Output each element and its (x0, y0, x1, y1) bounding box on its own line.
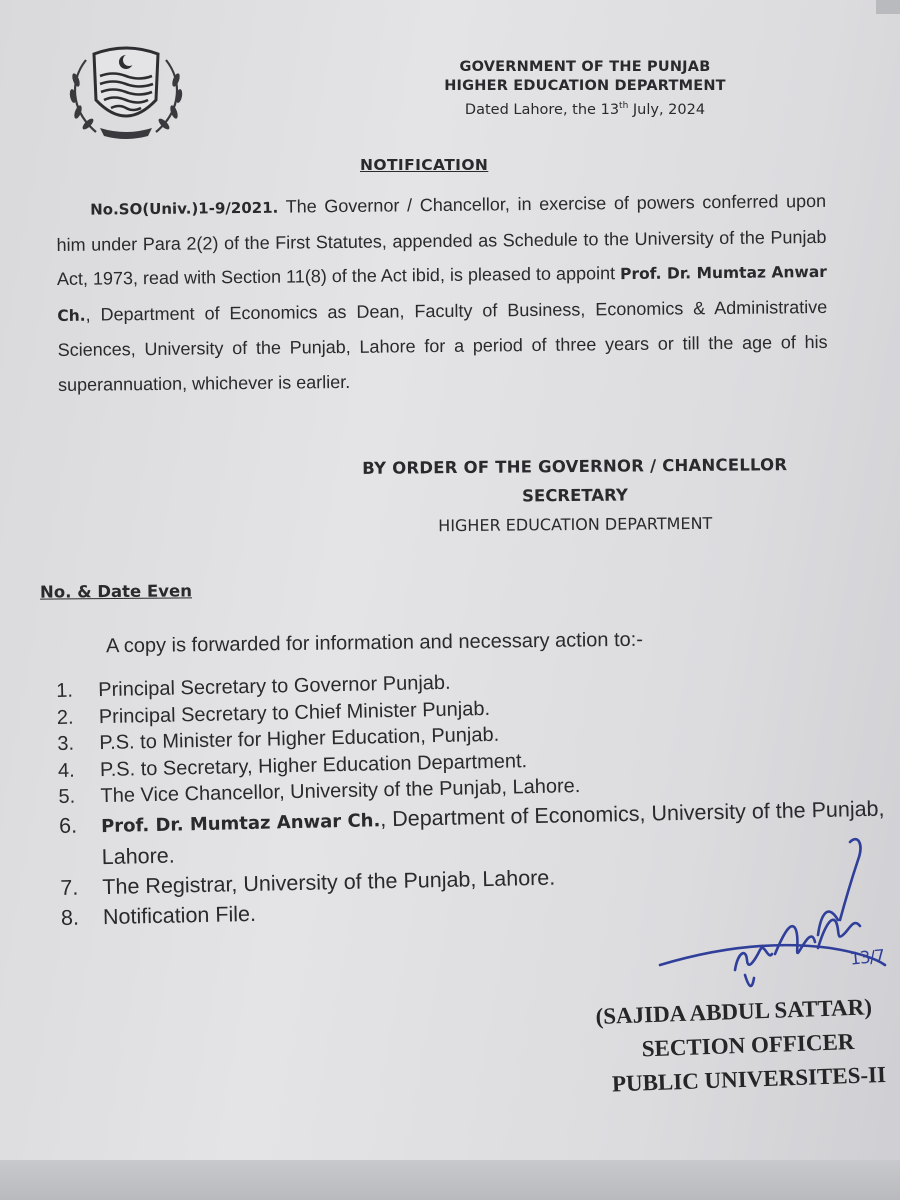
list-item: 5. The Vice Chancellor, University of the Punjab, Lahore. (58, 775, 581, 808)
list-item: 7. The Registrar, University of the Punjab, Lahore. (60, 865, 556, 900)
list-item: 1. Principal Secretary to Governor Punjab. (56, 671, 451, 702)
signature-date-note: 13/7 (849, 946, 886, 970)
department-name: HIGHER EDUCATION DEPARTMENT (444, 78, 726, 94)
list-item: 4. P.S. to Secretary, Higher Education Department. (57, 749, 528, 782)
signatory-block (595, 990, 898, 1102)
distribution-intro: A copy is forwarded for information and necessary action to:- (105, 628, 644, 658)
list-item: 3. P.S. to Minister for Higher Education, Punjab. (57, 723, 500, 755)
signatory-name: (SAJIDA ABDUL SATTAR) (595, 994, 873, 1029)
notification-body (56, 184, 828, 402)
signatory-section: PUBLIC UNIVERSITES-II (611, 1061, 887, 1097)
order-block (335, 450, 816, 542)
signatory-designation: SECTION OFFICER (641, 1028, 855, 1062)
signature-icon (650, 830, 890, 1010)
body-text-part2: , Department of Economics as Dean, Faculty of Business, Economics & Administrative Sciences, University of the Punjab, Lahore for a period of three years or till the age of his superannuation, whichever is earlier. (57, 296, 828, 395)
list-item: 6. Prof. Dr. Mumtaz Anwar Ch., Department of Economics, University of the Punjab, Lahore. (58, 796, 885, 869)
page-corner (876, 0, 900, 14)
reference-number: No.SO(Univ.)1-9/2021. (90, 198, 279, 219)
letterhead (405, 58, 765, 120)
issue-date: Dated Lahore, the 13th July, 2024 (464, 101, 706, 118)
government-name: GOVERNMENT OF THE PUNJAB (459, 59, 711, 75)
appointee-name: Prof. Dr. Mumtaz Anwar Ch. (57, 262, 827, 325)
order-line: BY ORDER OF THE GOVERNOR / CHANCELLOR (362, 455, 788, 478)
department-line: HIGHER EDUCATION DEPARTMENT (438, 513, 713, 536)
body-text-part1: The Governor / Chancellor, in exercise of powers conferred upon him under Para 2(2) of the First Statutes, appended as Schedule to the University of the Punjab Act, 1973, read with Section 11(8) of the Act ibid, is pleased to appoint (56, 190, 827, 289)
punjab-emblem-icon (56, 40, 196, 140)
secretary-line: SECRETARY (522, 485, 628, 506)
notification-title: NOTIFICATION (360, 156, 489, 174)
distribution-heading: No. & Date Even (39, 581, 193, 602)
list-item: 8. Notification File. (60, 901, 257, 930)
list-item: 2. Principal Secretary to Chief Minister Punjab. (56, 697, 491, 729)
page-fold-shadow (0, 1160, 900, 1200)
